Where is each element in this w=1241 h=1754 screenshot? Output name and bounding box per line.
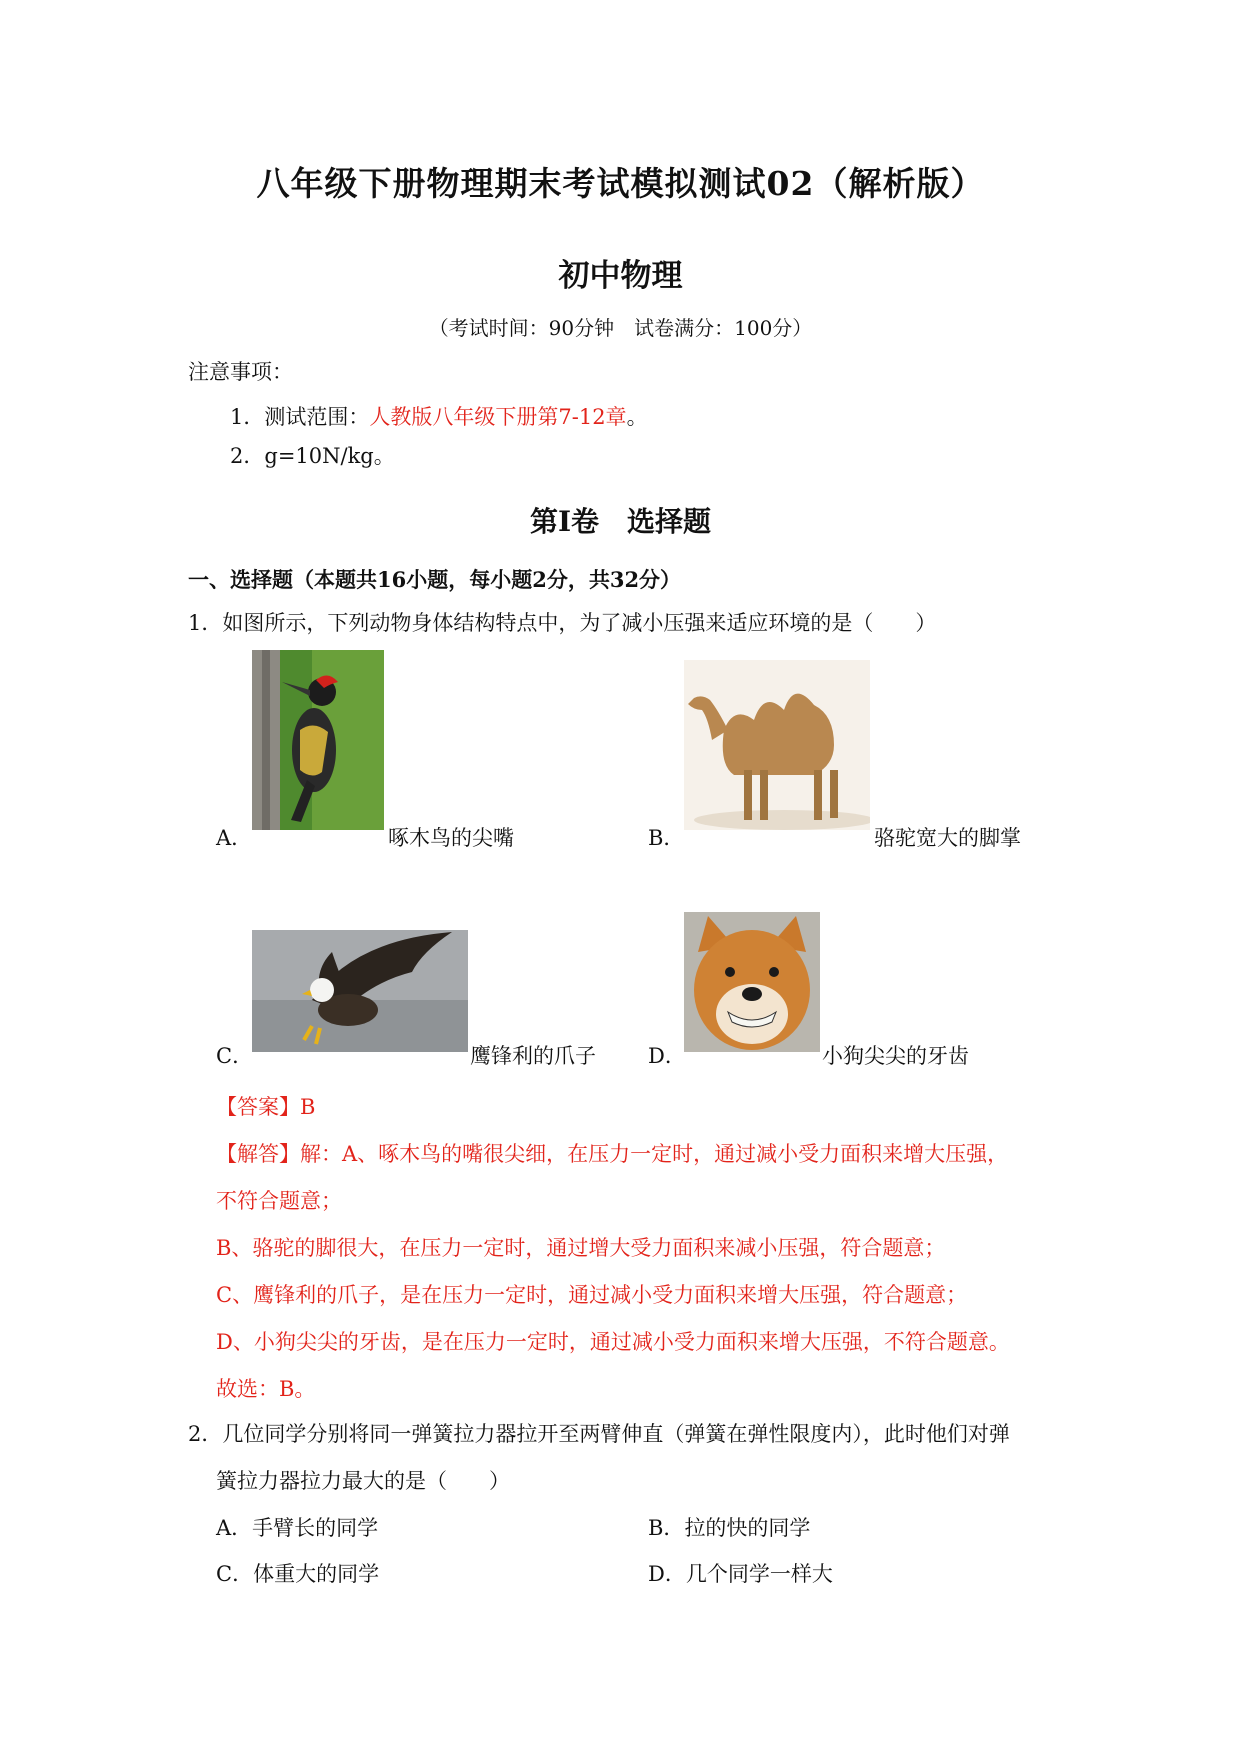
q1-answer: 【答案】B <box>216 1095 316 1119</box>
note-item-1 <box>230 403 648 431</box>
q1-stem: 1．如图所示，下列动物身体结构特点中，为了减小压强来适应环境的是（ ） <box>188 611 937 635</box>
q2-option-d <box>648 1560 833 1588</box>
q1-option-c-text: 鹰锋利的爪子 <box>470 1044 596 1068</box>
q2-option-d-text: 几个同学一样大 <box>685 1562 833 1586</box>
document-title: 八年级下册物理期末考试模拟测试02（解析版） <box>256 164 985 203</box>
q2-option-b <box>648 1514 810 1542</box>
q1-analysis-line-4: C、鹰锋利的爪子，是在压力一定时，通过减小受力面积来增大压强，符合题意； <box>216 1283 968 1307</box>
note-item-1-label: 测试范围： <box>264 405 370 429</box>
note-item-2-num: 2． <box>230 444 265 468</box>
camel-photo <box>684 660 870 830</box>
q2-option-a-letter: A． <box>216 1516 253 1540</box>
notes-heading: 注意事项： <box>188 360 293 384</box>
q1-option-c-letter: C． <box>216 1044 254 1068</box>
q1-analysis-line-5: D、小狗尖尖的牙齿，是在压力一定时，通过减小受力面积来增大压强，不符合题意。 <box>216 1330 1010 1354</box>
q1-analysis-line-3: B、骆驼的脚很大，在压力一定时，通过增大受力面积来减小压强，符合题意； <box>216 1236 946 1260</box>
woodpecker-photo <box>252 650 384 830</box>
q1-option-a-text: 啄木鸟的尖嘴 <box>388 826 514 850</box>
q1-option-d-text: 小狗尖尖的牙齿 <box>822 1044 969 1068</box>
note-item-2-text: g=10N/kg。 <box>264 444 395 468</box>
q1-option-d-letter: D． <box>648 1044 686 1068</box>
note-item-2 <box>230 442 395 470</box>
q1-option-b-text: 骆驼宽大的脚掌 <box>874 826 1021 850</box>
exam-info: （考试时间：90分钟 试卷满分：100分） <box>428 316 813 340</box>
section-title: 第Ⅰ卷 选择题 <box>529 505 712 538</box>
q2-option-c-letter: C． <box>216 1562 254 1586</box>
q2-option-a-text: 手臂长的同学 <box>252 1516 379 1540</box>
q1-analysis-line-1: 【解答】解：A、啄木鸟的嘴很尖细，在压力一定时，通过减小受力面积来增大压强， <box>216 1142 1009 1166</box>
q1-option-b-letter: B． <box>648 826 685 850</box>
q1-analysis-line-6: 故选：B。 <box>216 1377 316 1401</box>
note-item-1-value: 人教版八年级下册第7-12章 <box>369 405 627 429</box>
note-item-1-tail: 。 <box>626 405 648 429</box>
note-item-1-num: 1． <box>230 405 265 429</box>
q1-option-a-letter: A． <box>216 826 253 850</box>
q2-option-b-letter: B． <box>648 1516 685 1540</box>
q2-option-a <box>216 1514 378 1542</box>
q2-stem-line-1: 2．几位同学分别将同一弹簧拉力器拉开至两臂伸直（弹簧在弹性限度内），此时他们对弹 <box>188 1422 1010 1446</box>
q2-option-d-letter: D． <box>648 1562 686 1586</box>
q2-option-c <box>216 1560 379 1588</box>
document-subtitle: 初中物理 <box>558 258 683 294</box>
eagle-photo <box>252 930 468 1052</box>
q2-stem-line-2: 簧拉力器拉力最大的是（ ） <box>216 1469 510 1493</box>
dog-photo <box>684 912 820 1052</box>
q2-option-b-text: 拉的快的同学 <box>684 1516 811 1540</box>
q1-analysis-line-2: 不符合题意； <box>216 1189 342 1213</box>
part-heading: 一、选择题（本题共16小题，每小题2分，共32分） <box>188 567 682 592</box>
q2-option-c-text: 体重大的同学 <box>253 1562 380 1586</box>
